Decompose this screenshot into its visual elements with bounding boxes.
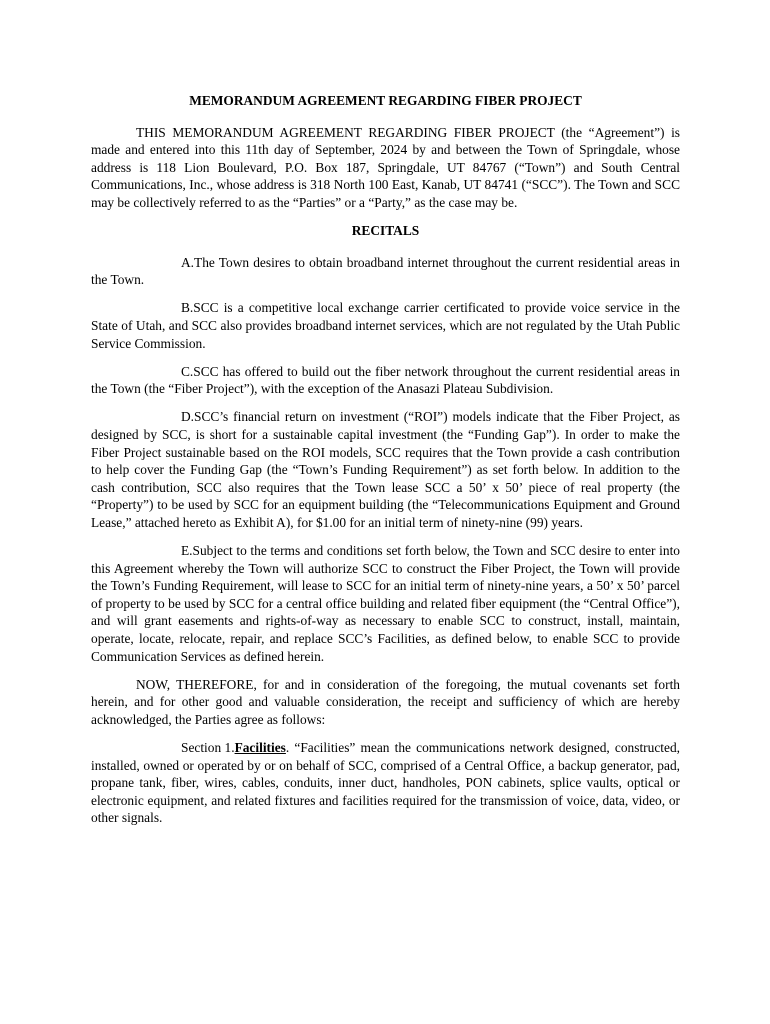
now-therefore-paragraph: NOW, THEREFORE, for and in consideration of the foregoing, the mutual covenants set forth herein, and for other good and valuable consideration, the receipt and sufficiency of which are hereby acknowledged, the Parties agree as follows: bbox=[91, 676, 680, 727]
recital-label: C. bbox=[181, 363, 194, 379]
recital-c bbox=[91, 363, 680, 398]
recital-text: The Town desires to obtain broadband internet throughout the current residential areas in the Town. bbox=[91, 254, 680, 288]
recital-e bbox=[91, 542, 680, 665]
recital-label: A. bbox=[181, 254, 195, 270]
document-title: MEMORANDUM AGREEMENT REGARDING FIBER PROJECT bbox=[189, 93, 582, 108]
recital-label: D. bbox=[181, 409, 195, 425]
recital-b bbox=[91, 299, 680, 352]
section-1 bbox=[91, 739, 680, 827]
recital-text: SCC has offered to build out the fiber network throughout the current residential areas in the Town (the “Fiber Project”), with the exception of the Anasazi Plateau Subdivision. bbox=[91, 363, 680, 397]
recitals-heading: RECITALS bbox=[351, 223, 420, 239]
intro-paragraph: THIS MEMORANDUM AGREEMENT REGARDING FIBER PROJECT (the “Agreement”) is made and entered into this 11th day of September, 2024 by and between the Town of Springdale, whose address is 118 Lion Boulevard, P.O. Box 187, Springdale, UT 84767 (“Town”) and South Central Communications, Inc., whose address is 318 North 100 East, Kanab, UT 84741 (“SCC”). The Town and SCC may be collectively referred to as the “Parties” or a “Party,” as the case may be. bbox=[91, 124, 680, 210]
recital-text: SCC is a competitive local exchange carrier certificated to provide voice service in the State of Utah, and SCC also provides broadband internet services, which are not regulated by the Utah Public Service Commission. bbox=[91, 300, 680, 351]
section-number: Section 1. bbox=[181, 739, 235, 755]
recital-label: B. bbox=[181, 300, 194, 316]
recital-text: Subject to the terms and conditions set forth below, the Town and SCC desire to enter into this Agreement whereby the Town will authorize SCC to construct the Fiber Project, the Town will provide the Town’s Funding Requirement, will lease to SCC for an initial term of ninety-nine years, a 50’ x 50’ parcel of property to be used by SCC for a central office building and related fiber equipment (the “Central Office”), and will grant easements and rights-of-way as necessary to enable SCC to construct, install, maintain, operate, locate, relocate, repair, and replace SCC’s Facilities, as defined below, to enable SCC to provide Communication Services as defined herein. bbox=[91, 542, 680, 664]
recital-text: SCC’s financial return on investment (“ROI”) models indicate that the Fiber Project, as designed by SCC, is short for a sustainable capital investment (the “Funding Gap”). In order to make the Fiber Project sustainable based on the ROI models, SCC requires that the Town provide a cash contribution to help cover the Funding Gap (the “Town’s Funding Requirement”) as set forth below. In addition to the cash contribution, SCC also requires that the Town lease SCC a 50’ x 50’ piece of real property (the “Property”) to be used by SCC for an equipment building (the “Telecommunications Equipment and Ground Lease,” attached hereto as Exhibit A), for $1.00 for an initial term of ninety-nine (99) years. bbox=[91, 409, 680, 530]
recital-d bbox=[91, 408, 680, 531]
section-caption: Facilities bbox=[234, 739, 286, 755]
section-text: . “Facilities” mean the communications network designed, constructed, installed, owned or operated by or on behalf of SCC, comprised of a Central Office, a backup generator, pad, propane tank, fiber, wires, cables, conduits, inner duct, handholes, PON cabinets, splice vaults, optical or electronic equipment, and related fixtures and facilities required for the transmission of voice, data, video, or other signals. bbox=[91, 739, 680, 826]
recital-label: E. bbox=[181, 542, 193, 558]
recital-a bbox=[91, 254, 680, 289]
